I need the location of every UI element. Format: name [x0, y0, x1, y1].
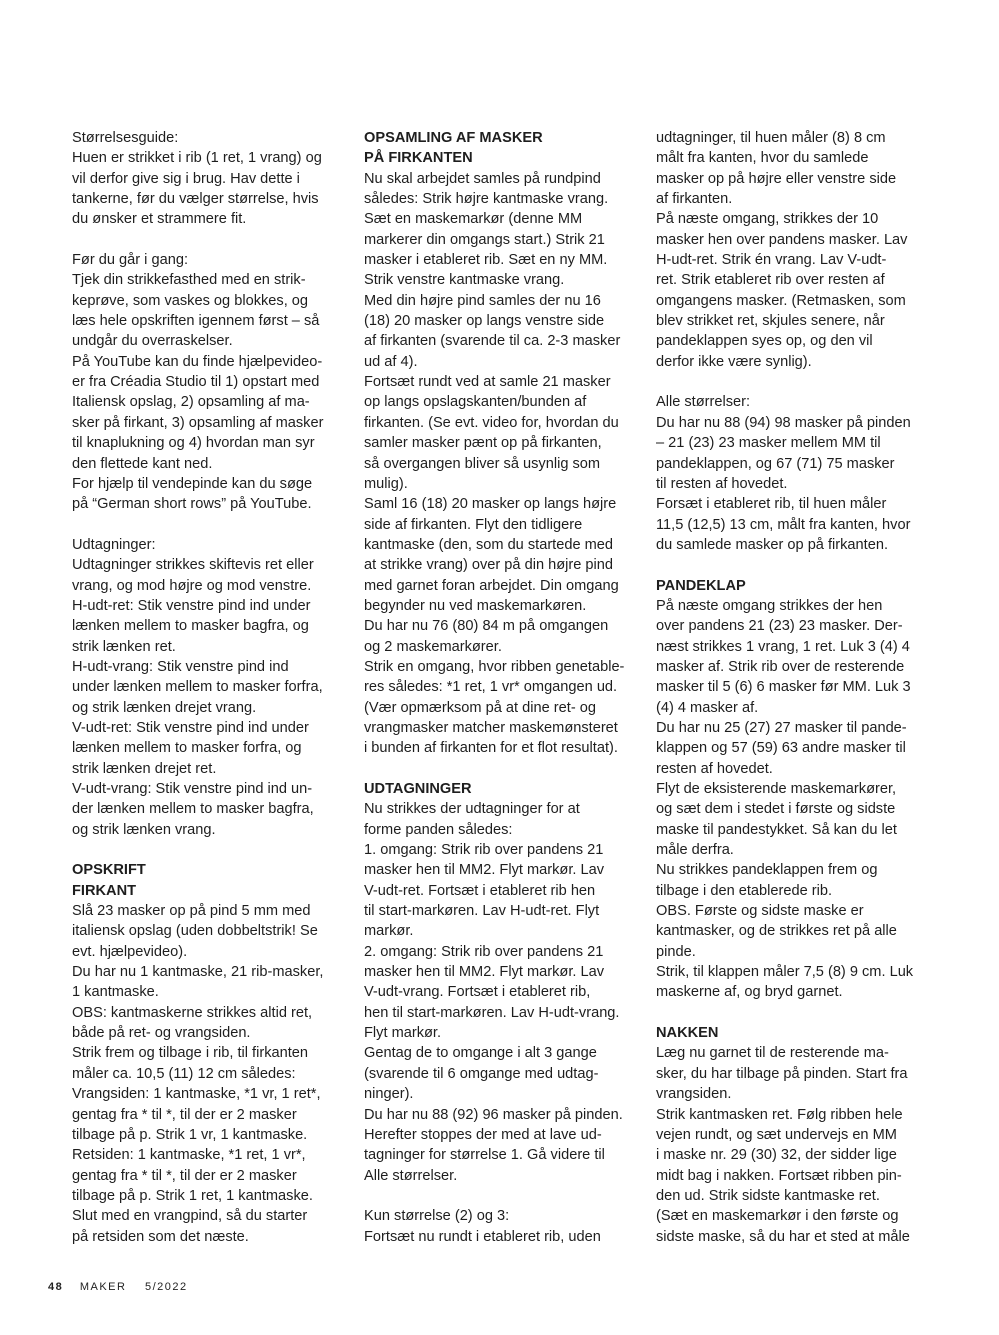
text-line: side af firkanten. Flyt den tidligere	[364, 516, 583, 533]
text-line: Nu skal arbejdet samles på rundpind	[364, 170, 601, 187]
paragraph-spacer	[656, 1003, 932, 1023]
text-line: Slut med en vrangpind, så du starter	[72, 1208, 308, 1225]
text-line: vejen rundt, og sæt undervejs en MM	[656, 1126, 897, 1143]
text-column-3	[656, 128, 932, 1247]
text-line: af firkanten (svarende til ca. 2-3 masker	[364, 333, 621, 350]
text-line: Flyt de eksisterende maskemarkører,	[656, 781, 897, 797]
text-line: (svarende til 6 omgange med udtag-	[364, 1065, 599, 1082]
text-line: Nu strikkes pandeklappen frem og	[656, 862, 878, 879]
text-line: af firkanten.	[656, 191, 733, 208]
text-line: tilbage på p. Strik 1 ret, 1 kantmaske.	[72, 1187, 313, 1204]
text-line: markerer din omgangs start.) Strik 21	[364, 231, 605, 248]
text-line: 1. omgang: Strik rib over pandens 21	[364, 842, 604, 859]
text-line: målt fra kanten, hvor du samlede	[656, 150, 869, 167]
text-line: H-udt-ret. Strik én vrang. Lav V-udt-	[656, 252, 887, 269]
text-line: så overgangen bliver så usynlig som	[364, 455, 601, 472]
text-line: omgangens masker. (Retmasken, som	[656, 292, 906, 309]
text-line: maske til pandestykket. Så kan du let	[656, 821, 897, 838]
text-line: evt. hjælpevideo).	[72, 943, 188, 960]
text-line: (4) 4 masker af.	[656, 699, 759, 716]
text-line: derfor ikke være synlig).	[656, 353, 812, 370]
text-line: ud af 4).	[364, 353, 418, 370]
text-line: sker på firkant, 3) opsamling af masker	[72, 414, 324, 431]
paragraph-spacer	[656, 555, 932, 575]
text-line: (Vær opmærksom på at dine ret- og	[364, 699, 596, 716]
text-line: således: Strik højre kantmaske vrang.	[364, 191, 609, 208]
text-line: Tjek din strikkefasthed med en strik-	[72, 272, 306, 289]
text-line: udtagninger, til huen måler (8) 8 cm	[656, 130, 886, 146]
text-line: Du har nu 88 (92) 96 masker på pinden.	[364, 1106, 623, 1123]
text-line: maskerne af, og bryd garnet.	[656, 984, 843, 1001]
text-line: Du har nu 1 kantmaske, 21 rib-masker,	[72, 964, 324, 981]
text-line: under lænken mellem to masker forfra,	[72, 679, 323, 696]
text-line: og 2 maskemarkører.	[364, 638, 502, 655]
text-line: tilbage på p. Strik 1 vr, 1 kantmaske.	[72, 1126, 308, 1143]
text-line: tankerne, før du vælger størrelse, hvis	[72, 191, 319, 208]
text-line: sidste maske, så du har et sted at måle	[656, 1228, 910, 1245]
text-line: 1 kantmaske.	[72, 984, 159, 1001]
text-line: du samlede masker op på firkanten.	[656, 536, 889, 553]
text-line: 2. omgang: Strik rib over pandens 21	[364, 943, 604, 960]
text-line: og sæt dem i stedet i første og sidste	[656, 801, 896, 818]
paragraph-spacer	[72, 230, 348, 250]
text-line: H-udt-ret: Stik venstre pind ind under	[72, 597, 311, 614]
text-line: på retsiden som det næste.	[72, 1228, 249, 1245]
text-line: Udtagninger:	[72, 536, 156, 553]
text-line: tilbage i den etablerede rib.	[656, 882, 833, 899]
text-line: Du har nu 25 (27) 27 masker til pande-	[656, 719, 907, 736]
text-line: undgår du overraskelser.	[72, 333, 233, 350]
paragraph-spacer	[72, 840, 348, 860]
text-line: kantmasker, og de strikkes ret på alle	[656, 923, 897, 940]
text-line: blev strikket ret, skjules senere, når	[656, 313, 885, 330]
text-line: Størrelsesguide:	[72, 130, 179, 146]
text-line: måler ca. 10,5 (11) 12 cm således:	[72, 1065, 296, 1082]
text-line: ninger).	[364, 1086, 414, 1103]
text-line: den flettede kant ned.	[72, 455, 213, 472]
text-line: Forsæt i etableret rib, til huen måler	[656, 496, 887, 513]
text-line: strik lænken drejet ret.	[72, 760, 217, 777]
text-line: midt bag i nakken. Fortsæt ribben pin-	[656, 1167, 902, 1184]
text-line: Nu strikkes der udtagninger for at	[364, 801, 580, 818]
text-line: (18) 20 masker op langs venstre side	[364, 313, 605, 330]
text-line: og strik lænken vrang.	[72, 821, 216, 838]
text-line: resten af hovedet.	[656, 760, 773, 777]
paragraph-spacer	[364, 1186, 636, 1206]
text-column-1	[72, 128, 348, 1247]
text-line: på “German short rows” på YouTube.	[72, 496, 312, 513]
text-line: tagninger for størrelse 1. Gå videre til	[364, 1147, 605, 1164]
text-line: med garnet foran arbejdet. Din omgang	[364, 577, 619, 594]
text-line: H-udt-vrang: Stik venstre pind ind	[72, 658, 289, 675]
text-line: OBS. Første og sidste maske er	[656, 903, 864, 920]
text-line: masker af. Strik rib over de resterende	[656, 658, 905, 675]
text-line: 11,5 (12,5) 13 cm, målt fra kanten, hvor	[656, 516, 911, 533]
text-line: Fortsæt nu rundt i etableret rib, uden	[364, 1228, 601, 1245]
text-line: strik lænken ret.	[72, 638, 176, 655]
text-line: Retsiden: 1 kantmaske, *1 ret, 1 vr*,	[72, 1147, 306, 1164]
section-heading: FIRKANT	[72, 882, 137, 899]
text-line: Udtagninger strikkes skiftevis ret eller	[72, 557, 314, 574]
text-line: På næste omgang strikkes der hen	[656, 597, 883, 614]
section-heading: PANDEKLAP	[656, 577, 746, 594]
page-footer	[48, 1281, 188, 1293]
text-line: Strik frem og tilbage i rib, til firkanten	[72, 1045, 309, 1062]
text-line: keprøve, som vaskes og blokkes, og	[72, 292, 309, 309]
text-line: V-udt-vrang: Stik venstre pind ind un-	[72, 781, 313, 797]
text-line: næst strikkes 1 vrang, 1 ret. Luk 3 (4) 4	[656, 638, 910, 655]
text-line: res således: *1 ret, 1 vr* omgangen ud.	[364, 679, 618, 696]
issue-number: 5/2022	[145, 1281, 188, 1293]
text-line: Strik, til klappen måler 7,5 (8) 9 cm. Luk	[656, 964, 914, 981]
text-line: Vrangsiden: 1 kantmaske, *1 vr, 1 ret*,	[72, 1086, 321, 1103]
text-line: er fra Créadia Studio til 1) opstart med	[72, 374, 320, 391]
text-line: Huen er strikket i rib (1 ret, 1 vrang) og	[72, 150, 322, 167]
text-line: vrangsiden.	[656, 1086, 732, 1103]
text-line: over pandens 21 (23) 23 masker. Der-	[656, 618, 903, 635]
text-line: hen til start-markøren. Lav H-udt-vrang.	[364, 1004, 620, 1021]
text-line: Saml 16 (18) 20 masker op langs højre	[364, 496, 617, 513]
text-line: begynder nu ved maskemarkøren.	[364, 597, 587, 614]
text-line: du ønsker et strammere fit.	[72, 211, 247, 228]
section-heading: UDTAGNINGER	[364, 781, 472, 797]
section-heading: OPSAMLING AF MASKER	[364, 130, 543, 146]
paragraph-spacer	[72, 515, 348, 535]
text-line: der lænken mellem to masker bagfra,	[72, 801, 314, 818]
text-line: Læg nu garnet til de resterende ma-	[656, 1045, 889, 1062]
paragraph-spacer	[364, 759, 636, 779]
text-line: sker, du har tilbage på pinden. Start fra	[656, 1065, 908, 1082]
text-line: til resten af hovedet.	[656, 475, 788, 492]
text-line: op langs opslagskanten/bunden af	[364, 394, 587, 411]
text-line: Strik kantmasken ret. Følg ribben hele	[656, 1106, 903, 1123]
text-line: måle derfra.	[656, 842, 734, 859]
text-line: (Sæt en maskemarkør i den første og	[656, 1208, 899, 1225]
text-line: – 21 (23) 23 masker mellem MM til	[656, 435, 881, 452]
text-line: Strik venstre kantmaske vrang.	[364, 272, 565, 289]
text-line: vrangmasker matcher maskemønsteret	[364, 719, 618, 736]
text-line: Du har nu 88 (94) 98 masker på pinden	[656, 414, 911, 431]
text-line: lænken mellem to masker forfra, og	[72, 740, 302, 757]
text-line: pinde.	[656, 943, 696, 960]
paragraph-spacer	[656, 372, 932, 392]
text-line: ret. Strik etableret rib over resten af	[656, 272, 885, 289]
text-line: V-udt-ret: Stik venstre pind ind under	[72, 719, 309, 736]
text-line: klappen og 57 (59) 63 andre masker til	[656, 740, 906, 757]
text-line: Gentag de to omgange i alt 3 gange	[364, 1045, 597, 1062]
text-line: kantmaske (den, som du startede med	[364, 536, 614, 553]
text-line: masker hen til MM2. Flyt markør. Lav	[364, 862, 605, 879]
text-line: pandeklappen syes op, og den vil	[656, 333, 873, 350]
section-heading: OPSKRIFT	[72, 862, 146, 879]
text-line: forme panden således:	[364, 821, 513, 838]
text-line: markør.	[364, 923, 414, 940]
text-line: På næste omgang, strikkes der 10	[656, 211, 879, 228]
text-line: mulig).	[364, 475, 408, 492]
text-line: Fortsæt rundt ved at samle 21 masker	[364, 374, 611, 391]
text-line: vrang, og mod højre og mod venstre.	[72, 577, 312, 594]
section-heading: PÅ FIRKANTEN	[364, 150, 473, 167]
section-heading: NAKKEN	[656, 1025, 719, 1042]
text-line: OBS: kantmaskerne strikkes altid ret,	[72, 1004, 313, 1021]
text-line: til knaplukning og 4) hvordan man syr	[72, 435, 315, 452]
text-line: Kun størrelse (2) og 3:	[364, 1208, 510, 1225]
text-line: Før du går i gang:	[72, 252, 188, 269]
text-line: Sæt en maskemarkør (denne MM	[364, 211, 583, 228]
text-line: pandeklappen, og 67 (71) 75 masker	[656, 455, 895, 472]
text-line: samler masker pænt op på firkanten,	[364, 435, 602, 452]
text-line: den ud. Strik sidste kantmaske ret.	[656, 1187, 880, 1204]
text-line: både på ret- og vrangsiden.	[72, 1025, 251, 1042]
text-line: masker op på højre eller venstre side	[656, 170, 897, 187]
text-line: masker til 5 (6) 6 masker før MM. Luk 3	[656, 679, 911, 696]
text-line: Slå 23 masker op på pind 5 mm med	[72, 903, 311, 920]
text-line: i maske nr. 29 (30) 32, der sidder lige	[656, 1147, 897, 1164]
text-line: Flyt markør.	[364, 1025, 442, 1042]
text-line: Alle størrelser.	[364, 1167, 458, 1184]
magazine-name: MAKER	[79, 1281, 127, 1293]
text-line: V-udt-ret. Fortsæt i etableret rib hen	[364, 882, 596, 899]
text-line: at strikke vrang) over på din højre pind	[364, 557, 614, 574]
text-line: V-udt-vrang. Fortsæt i etableret rib,	[364, 984, 591, 1001]
text-line: For hjælp til vendepinde kan du søge	[72, 475, 313, 492]
text-line: til start-markøren. Lav H-udt-ret. Flyt	[364, 903, 600, 920]
text-line: masker hen over pandens masker. Lav	[656, 231, 908, 248]
text-line: i bunden af firkanten for et flot resultat).	[364, 740, 618, 757]
text-line: Italiensk opslag, 2) opsamling af ma-	[72, 394, 310, 411]
text-line: gentag fra * til *, til der er 2 masker	[72, 1167, 297, 1184]
text-line: lænken mellem to masker bagfra, og	[72, 618, 309, 635]
text-line: læs hele opskriften igennem først – så	[72, 313, 320, 330]
text-line: vil derfor give sig i brug. Hav dette i	[72, 170, 300, 187]
text-line: gentag fra * til *, til der er 2 masker	[72, 1106, 297, 1123]
text-line: På YouTube kan du finde hjælpevideo-	[72, 353, 323, 370]
text-column-2	[364, 128, 636, 1247]
text-line: Alle størrelser:	[656, 394, 751, 411]
text-line: Herefter stoppes der med at lave ud-	[364, 1126, 602, 1143]
text-line: masker i etableret rib. Sæt en ny MM.	[364, 252, 608, 269]
page-number: 48	[48, 1281, 64, 1293]
text-line: italiensk opslag (uden dobbeltstrik! Se	[72, 923, 318, 940]
text-line: Med din højre pind samles der nu 16	[364, 292, 601, 309]
text-line: firkanten. (Se evt. video for, hvordan du	[364, 414, 619, 431]
text-line: og strik lænken drejet vrang.	[72, 699, 257, 716]
text-line: masker hen til MM2. Flyt markør. Lav	[364, 964, 605, 981]
text-line: Strik en omgang, hvor ribben genetable-	[364, 658, 625, 675]
text-line: Du har nu 76 (80) 84 m på omgangen	[364, 618, 609, 635]
